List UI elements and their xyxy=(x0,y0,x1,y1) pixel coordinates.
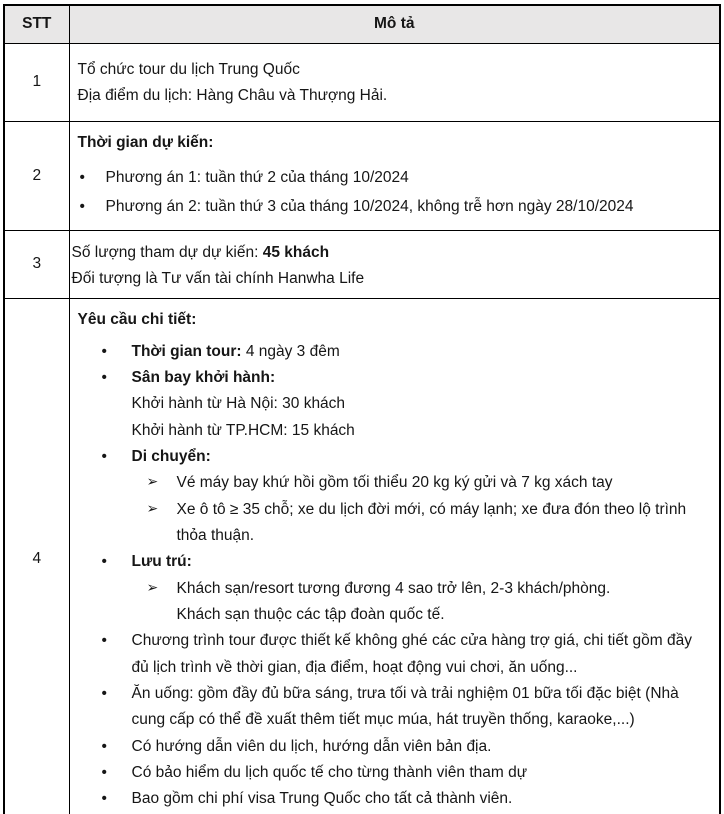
sub-bullet-item xyxy=(147,470,714,496)
stt-cell: 4 xyxy=(4,299,69,814)
text-segment: Có bảo hiểm du lịch quốc tế cho từng thành viên tham dự xyxy=(131,764,528,782)
item-text xyxy=(132,339,340,365)
description-cell xyxy=(69,230,720,299)
bullet-item xyxy=(102,444,714,470)
description-cell xyxy=(69,43,720,121)
text-segment: Khách sạn thuộc các tập đoàn quốc tế. xyxy=(176,605,445,623)
item-text xyxy=(132,628,714,681)
text-segment: Lưu trú: xyxy=(131,553,192,571)
bullet-icon: • xyxy=(101,368,107,386)
paragraph xyxy=(78,83,714,109)
description-cell xyxy=(69,121,720,230)
bullet-icon: • xyxy=(79,168,85,186)
item-text xyxy=(78,134,214,151)
item-text xyxy=(72,244,330,261)
bullet-item xyxy=(102,734,714,760)
item-text xyxy=(132,549,192,575)
text-segment: Phương án 2: tuần thứ 3 của tháng 10/2024, không trễ hơn ngày 28/10/2024 xyxy=(105,198,634,216)
item-text xyxy=(106,194,634,220)
text-segment: Đối tượng là Tư vấn tài chính Hanwha Life xyxy=(71,269,365,287)
table-row xyxy=(4,121,720,230)
stt-cell: 1 xyxy=(4,43,69,121)
bullet-icon: • xyxy=(101,764,107,782)
sub-bullet-item xyxy=(147,576,714,602)
sub-bullet-item xyxy=(147,497,714,550)
item-text xyxy=(177,576,611,602)
text-segment: Thời gian dự kiến: xyxy=(77,133,214,151)
bullet-item xyxy=(102,681,714,734)
item-text xyxy=(132,734,492,760)
bullet-icon: • xyxy=(101,790,107,808)
item-text xyxy=(72,270,365,287)
item-text xyxy=(132,422,355,439)
paragraph xyxy=(72,240,714,266)
text-segment: Di chuyển: xyxy=(131,447,211,465)
table-row xyxy=(4,43,720,121)
bullet-item xyxy=(102,760,714,786)
arrow-icon: ➢ xyxy=(146,578,159,595)
continuation-line xyxy=(132,418,714,444)
continuation-line xyxy=(177,602,714,628)
header-cell-mota: Mô tả xyxy=(69,5,720,43)
text-segment: Khởi hành từ Hà Nội: 30 khách xyxy=(131,395,346,413)
header-cell-stt: STT xyxy=(4,5,69,43)
item-text xyxy=(132,444,211,470)
text-segment: 45 khách xyxy=(262,243,330,261)
item-text xyxy=(132,786,513,812)
item-text xyxy=(132,365,276,391)
item-text xyxy=(78,87,388,104)
text-segment: Số lượng tham dự dự kiến: xyxy=(71,243,263,261)
text-segment: Khởi hành từ TP.HCM: 15 khách xyxy=(131,421,355,439)
bullet-icon: • xyxy=(101,447,107,465)
bullet-icon: • xyxy=(101,342,107,360)
section-heading xyxy=(78,307,714,333)
arrow-icon: ➢ xyxy=(146,499,159,516)
item-text xyxy=(132,760,528,786)
continuation-line xyxy=(132,391,714,417)
bullet-item xyxy=(80,165,714,191)
table-header xyxy=(4,5,720,43)
item-text xyxy=(132,395,346,412)
text-segment: Phương án 1: tuần thứ 2 của tháng 10/2024 xyxy=(105,168,409,186)
bullet-item xyxy=(102,549,714,575)
item-text xyxy=(177,606,445,623)
bullet-item xyxy=(80,194,714,220)
text-segment: Yêu cầu chi tiết: xyxy=(77,311,197,329)
bullet-item xyxy=(102,365,714,391)
item-text xyxy=(177,470,613,496)
stt-cell: 3 xyxy=(4,230,69,299)
item-text xyxy=(106,165,409,191)
text-segment: Ăn uống: gồm đầy đủ bữa sáng, trưa tối và trải nghiệm 01 bữa tối đặc biệt (Nhà cung cấp có thể đề xuất thêm tiết mục múa, hát truyền thống, karaoke,...) xyxy=(131,685,679,729)
requirements-table xyxy=(3,4,721,814)
text-segment: Xe ô tô ≥ 35 chỗ; xe du lịch đời mới, có máy lạnh; xe đưa đón theo lộ trình thỏa thuận. xyxy=(176,500,687,544)
bullet-icon: • xyxy=(101,632,107,650)
bullet-icon: • xyxy=(79,198,85,216)
text-segment: Chương trình tour được thiết kế không ghé các cửa hàng trợ giá, chi tiết gồm đầy đủ lịch trình về thời gian, địa điểm, hoạt động vui chơi, ăn uống... xyxy=(131,632,692,676)
bullet-icon: • xyxy=(101,553,107,571)
text-segment: 4 ngày 3 đêm xyxy=(241,342,340,360)
item-text xyxy=(78,311,197,328)
item-text xyxy=(78,61,300,78)
text-segment: Địa điểm du lịch: Hàng Châu và Thượng Hải. xyxy=(77,86,388,104)
table-row xyxy=(4,230,720,299)
text-segment: Có hướng dẫn viên du lịch, hướng dẫn viên bản địa. xyxy=(131,737,492,755)
table-header-row xyxy=(4,5,720,43)
bullet-icon: • xyxy=(101,685,107,702)
text-segment: Khách sạn/resort tương đương 4 sao trở lên, 2-3 khách/phòng. xyxy=(176,579,611,597)
bullet-item xyxy=(102,339,714,365)
bullet-item xyxy=(102,628,714,681)
paragraph xyxy=(78,57,714,83)
item-text xyxy=(177,497,714,550)
text-segment: Sân bay khởi hành: xyxy=(131,368,276,386)
text-segment: Thời gian tour: xyxy=(131,342,242,360)
text-segment: Bao gồm chi phí visa Trung Quốc cho tất cả thành viên. xyxy=(131,790,513,808)
description-cell xyxy=(69,299,720,814)
arrow-icon: ➢ xyxy=(146,473,159,490)
bullet-icon: • xyxy=(101,737,107,755)
paragraph xyxy=(72,266,714,292)
section-heading xyxy=(78,130,714,156)
table-body xyxy=(4,43,720,814)
item-text xyxy=(132,681,714,734)
text-segment: Vé máy bay khứ hồi gồm tối thiểu 20 kg ký gửi và 7 kg xách tay xyxy=(176,474,613,492)
table-row xyxy=(4,299,720,814)
bullet-item xyxy=(102,786,714,812)
text-segment: Tổ chức tour du lịch Trung Quốc xyxy=(77,60,300,78)
stt-cell: 2 xyxy=(4,121,69,230)
